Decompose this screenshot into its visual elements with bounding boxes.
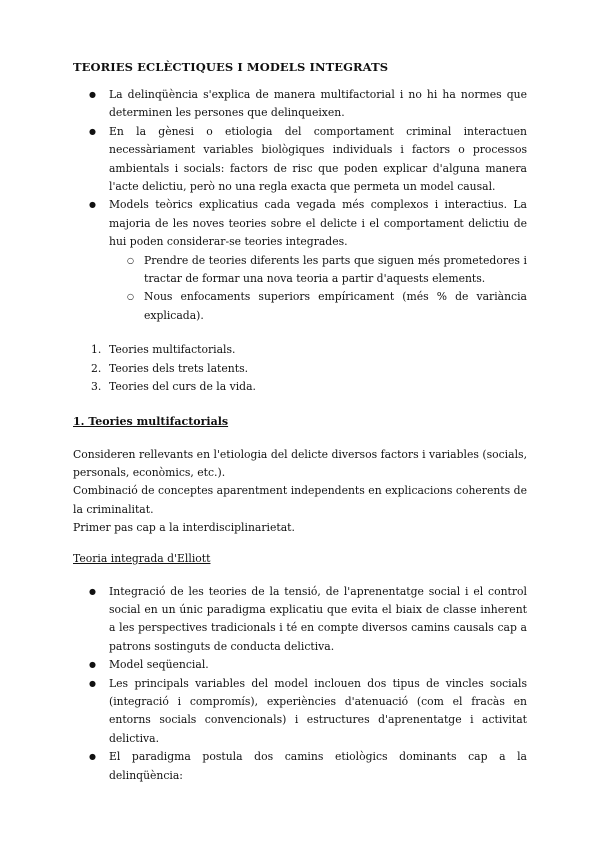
section-heading: 1. Teories multifactorials bbox=[73, 414, 229, 428]
item-text: Teories dels trets latents. bbox=[109, 361, 249, 375]
list-item: ● La delinqüència s'explica de manera multifactorial i no hi ha normes que determinen les persones que delinqueixen. bbox=[73, 86, 527, 123]
sub-list-item: ○ Prendre de teories diferents les parts que siguen més prometedores i tractar de formar una nova teoria a partir d'aquests elements. bbox=[109, 252, 527, 289]
intro-subbullet-list bbox=[73, 252, 527, 326]
list-item: ● En la gènesi o etiologia del comportament criminal interactuen necessàriament variables biològiques individuals i factors o processos ambientals i socials: factors de risc que poden explicar d'alguna manera l'acte delictiu, però no una regla exacta que permeta un model causal. bbox=[73, 123, 527, 197]
numbered-item bbox=[73, 341, 527, 359]
item-number: 1. bbox=[91, 343, 102, 357]
numbered-item bbox=[73, 360, 527, 378]
paragraph: Combinació de conceptes aparentment independents en explicacions coherents de la criminalitat. bbox=[73, 484, 527, 516]
intro-bullet-list bbox=[73, 86, 527, 252]
item-number: 3. bbox=[91, 380, 102, 394]
item-text: Teories multifactorials. bbox=[109, 343, 236, 357]
numbered-item bbox=[73, 378, 527, 396]
subsection-heading: Teoria integrada d'Elliott bbox=[73, 551, 211, 565]
list-item: ● Les principals variables del model inclouen dos tipus de vincles socials (integració i compromís), experiències d'atenuació (com el fracàs en entorns socials convencionals) i estructures d'aprenentatge i activitat delictiva. bbox=[73, 675, 527, 749]
list-item: ● Model seqüencial. bbox=[73, 656, 527, 674]
page-title: TEORIES ECLÈCTIQUES I MODELS INTEGRATS bbox=[73, 60, 389, 74]
list-item: ● El paradigma postula dos camins etiològics dominants cap a la delinqüència: bbox=[73, 748, 527, 785]
paragraph: Primer pas cap a la interdisciplinarietat. bbox=[73, 521, 295, 535]
list-item: ● Integració de les teories de la tensió, de l'aprenentatge social i el control social en un únic paradigma explicatiu que evita el biaix de classe inherent a les perspectives tradicionals i té en compte diversos camins causals cap a patrons sostinguts de conducta delictiva. bbox=[73, 583, 527, 657]
elliott-bullet-list bbox=[73, 583, 527, 785]
section-paragraphs bbox=[73, 446, 527, 538]
sub-list-item: ○ Nous enfocaments superiors empíricament (més % de variància explicada). bbox=[109, 288, 527, 325]
item-text: Teories del curs de la vida. bbox=[109, 380, 256, 394]
list-item: ● Models teòrics explicatius cada vegada més complexos i interactius. La majoria de les noves teories sobre el delicte i el comportament delictiu de hui poden considerar-se teories integrades. bbox=[73, 196, 527, 251]
item-number: 2. bbox=[91, 361, 102, 375]
paragraph: Consideren rellevants en l'etiologia del delicte diversos factors i variables (socials, personals, econòmics, etc.). bbox=[73, 447, 527, 479]
theory-numbered-list bbox=[73, 341, 527, 396]
